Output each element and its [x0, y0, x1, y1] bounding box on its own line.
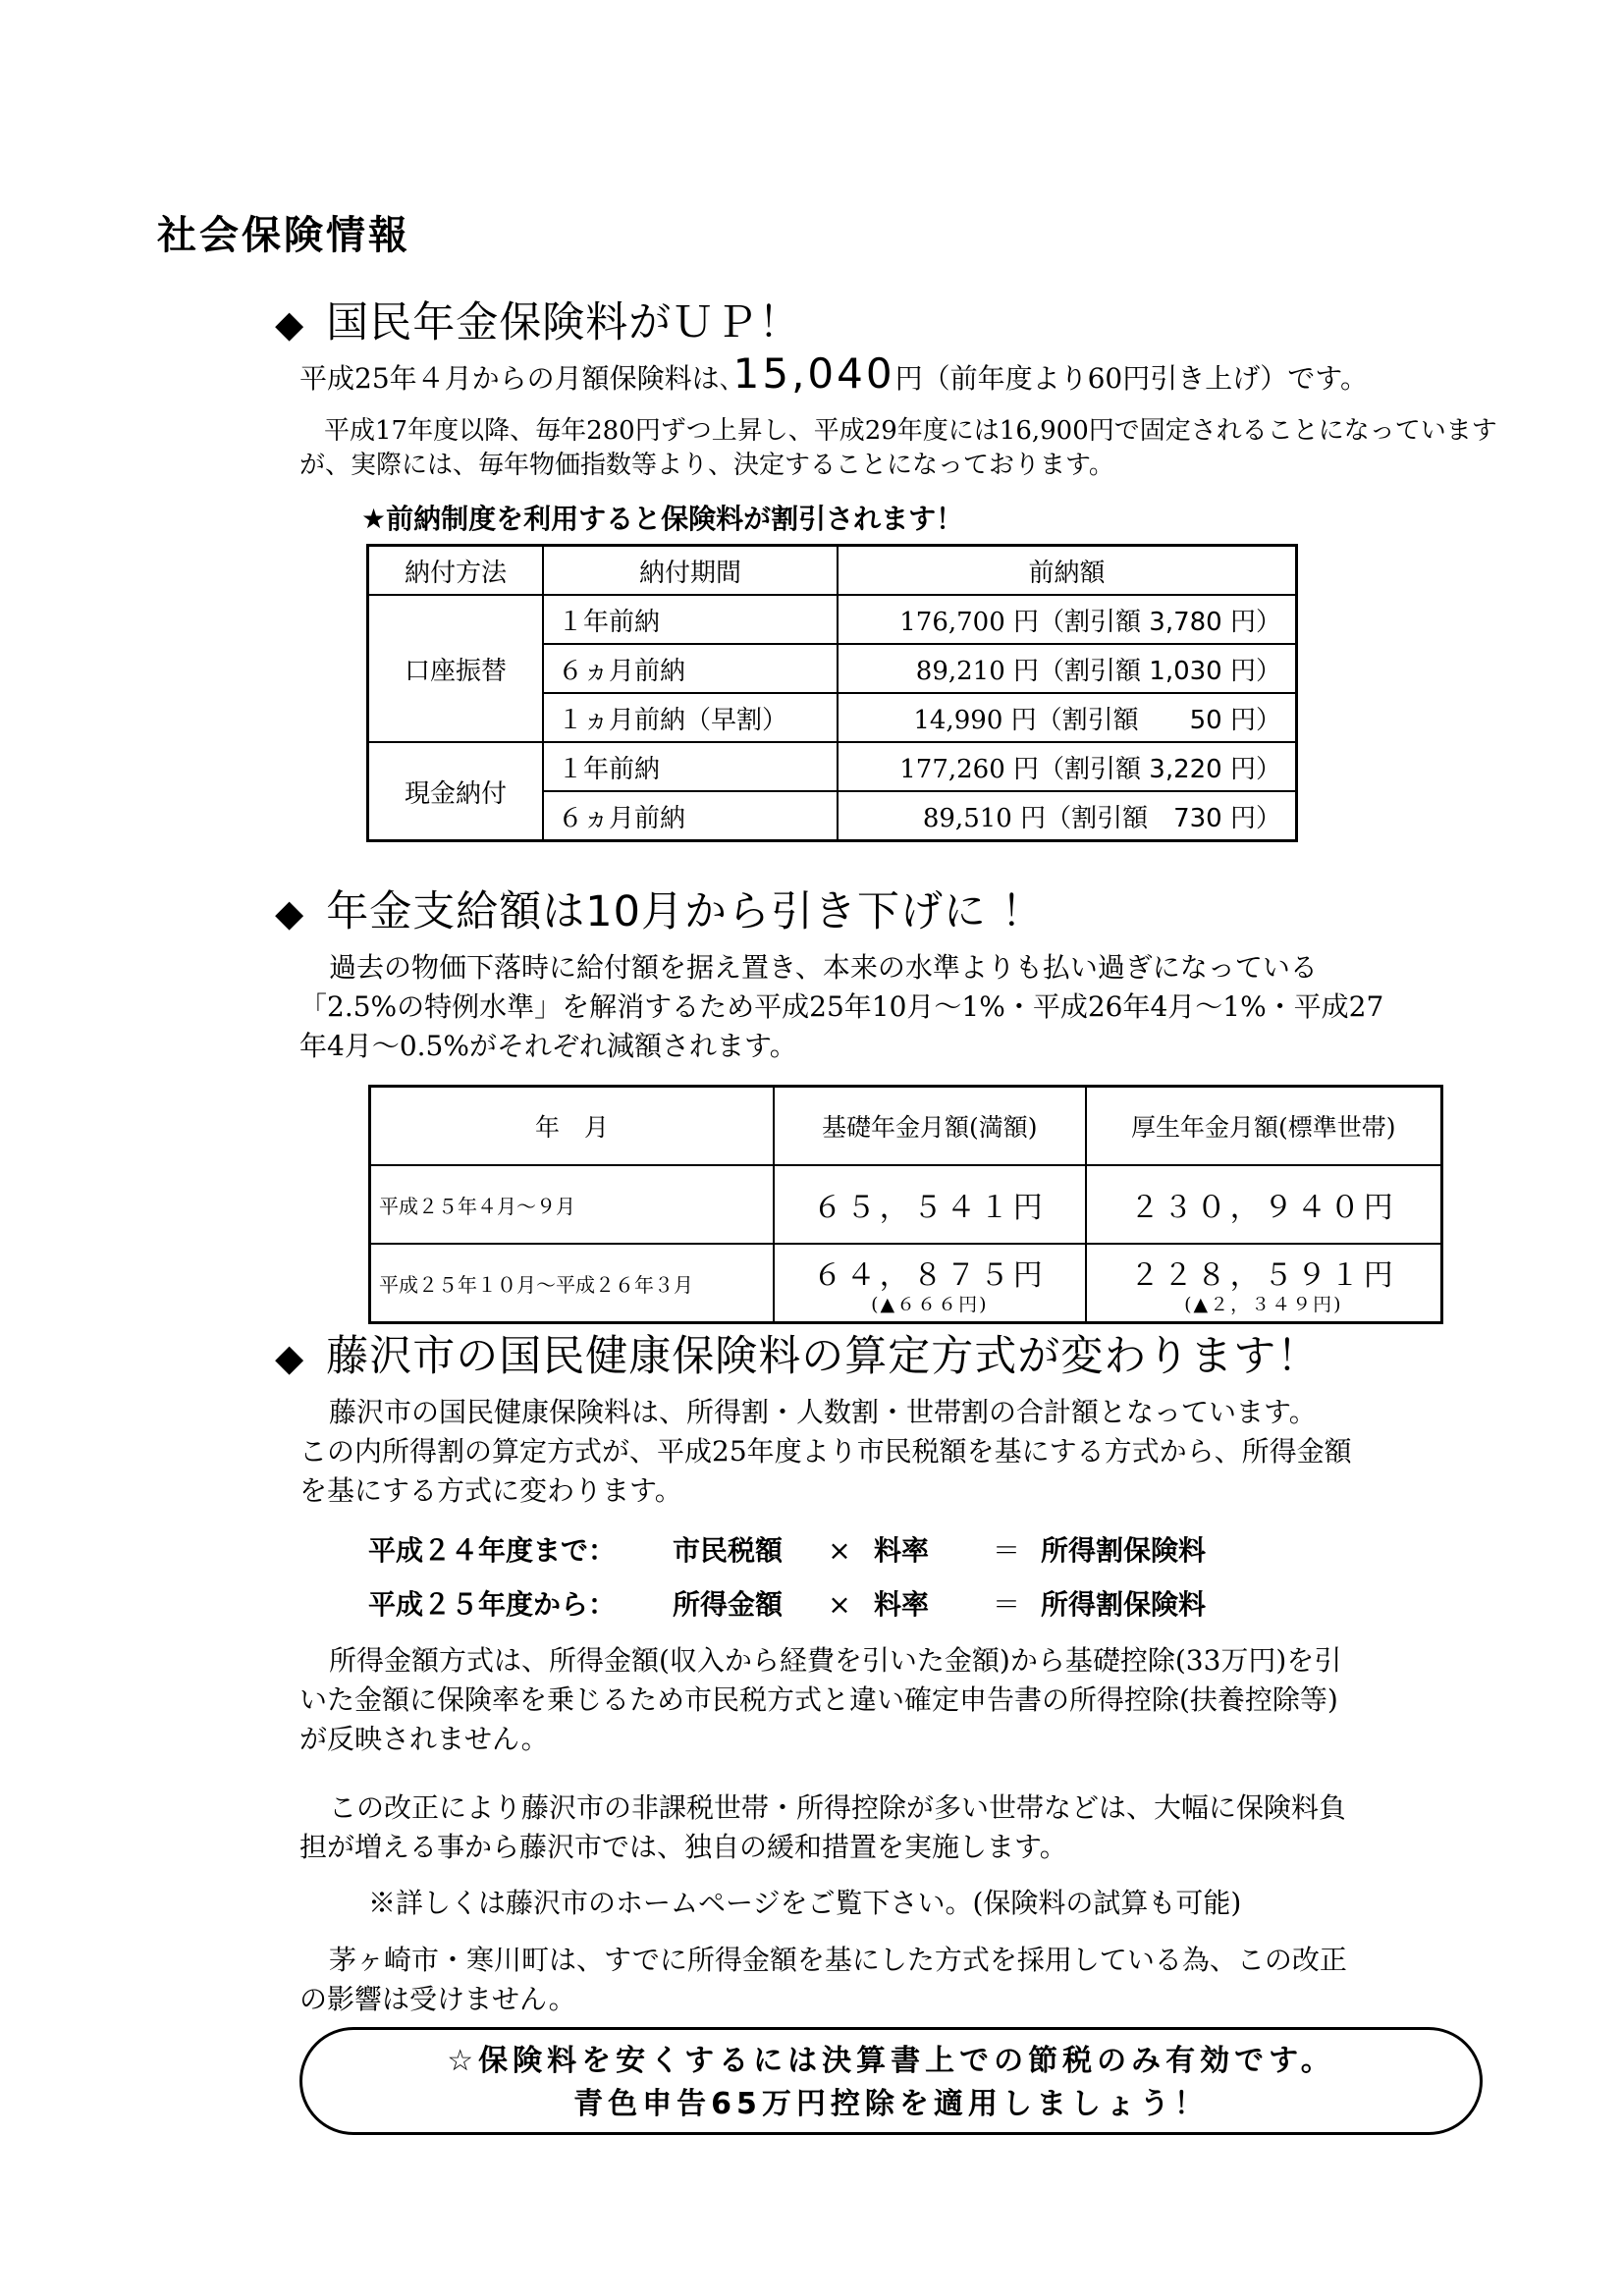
formula-before [368, 1529, 1206, 1569]
diamond-bullet-icon: ◆ [275, 1336, 305, 1379]
employee-pension-amount: ２２８，５９１円 [1129, 1258, 1397, 1293]
premium-statement-prefix: 平成25年４月からの月額保険料は､ [299, 362, 733, 395]
formula-result: 所得割保険料 [1041, 1588, 1207, 1621]
discount-amount: （割引額 3,780 円） [1039, 607, 1281, 637]
table-header-cell: 前納額 [838, 546, 1297, 596]
callout-line: 青色申告65万円控除を適用しましょう！ [573, 2087, 1209, 2121]
prepay-amount: 177,260 円 [899, 754, 1040, 784]
basic-pension-amount: ６５，５４１円 [812, 1191, 1047, 1225]
table-header-cell: 納付期間 [543, 546, 838, 596]
formula-rate: 料率 [874, 1534, 930, 1567]
formula-operator: ＝ [992, 1534, 1020, 1567]
formula-operator: × [828, 1588, 851, 1621]
paragraph-line: が反映されません。 [299, 1723, 549, 1755]
formula-label: 平成２４年度まで： [368, 1534, 617, 1567]
paragraph-line: 平成17年度以降、毎年280円ずつ上昇し、平成29年度には16,900円で固定されることになっています [324, 416, 1497, 446]
table-header-cell: 厚生年金月額(標準世帯) [1086, 1087, 1442, 1166]
prepayment-subheading: ★前納制度を利用すると保険料が割引されます！ [361, 503, 964, 535]
section-heading-text: 年金支給額は10月から引き下げに ！ [326, 887, 1045, 936]
paragraph-line: この改正により藤沢市の非課税世帯・所得控除が多い世帯などは、大幅に保険料負 [329, 1791, 1347, 1824]
diamond-bullet-icon: ◆ [275, 891, 305, 934]
period-cell: 平成２５年１０月～平成２６年３月 [370, 1244, 775, 1323]
prepay-amount-cell [838, 693, 1297, 742]
section-heading-pension-premium [275, 290, 801, 349]
table-row [368, 595, 1297, 644]
paragraph-line: が、実際には、毎年物価指数等より、決定することになっております。 [299, 451, 1114, 480]
discount-amount: （割引額 3,220 円） [1039, 754, 1281, 784]
table-header-cell: 年 月 [370, 1087, 775, 1166]
basic-pension-amount: ６４，８７５円 [812, 1258, 1047, 1293]
section-heading-text: 国民年金保険料がＵＰ！ [326, 298, 802, 347]
prepay-amount-cell [838, 644, 1297, 693]
table-row [370, 1165, 1442, 1244]
table-header-row [368, 546, 1297, 596]
pension-amount-table [368, 1085, 1443, 1324]
prepay-amount: 89,510 円 [922, 803, 1047, 833]
formula-term: 所得金額 [673, 1588, 784, 1621]
formula-term: 市民税額 [673, 1534, 784, 1567]
table-header-cell: 納付方法 [368, 546, 544, 596]
basic-pension-cell [774, 1244, 1086, 1323]
basic-pension-cell [774, 1165, 1086, 1244]
payment-method-cell: 口座振替 [368, 595, 544, 742]
section-heading-health-insurance [275, 1323, 1320, 1383]
discount-amount: （割引額 1,030 円） [1039, 656, 1281, 686]
period-cell: 平成２５年４月～９月 [370, 1165, 775, 1244]
table-header-cell: 基礎年金月額(満額) [774, 1087, 1086, 1166]
prepay-amount: 14,990 円 [913, 705, 1037, 735]
paragraph-line: 年4月～0.5%がそれぞれ減額されます。 [299, 1030, 797, 1062]
payment-period-cell: ６ヵ月前納 [543, 644, 838, 693]
callout-line: ☆保険料を安くするには決算書上での節税のみ有効です。 [447, 2044, 1335, 2078]
employee-pension-decrease: (▲２，３４９円) [1184, 1294, 1343, 1315]
premium-statement-suffix: 円（前年度より60円引き上げ）です。 [894, 362, 1369, 395]
employee-pension-amount: ２３０，９４０円 [1129, 1191, 1397, 1225]
paragraph-line: いた金額に保険率を乗じるため市民税方式と違い確定申告書の所得控除(扶養控除等) [299, 1683, 1338, 1716]
payment-period-cell: １ヵ月前納（早割） [543, 693, 838, 742]
payment-period-cell: １年前納 [543, 595, 838, 644]
premium-amount: 15,040 [732, 349, 895, 398]
tax-saving-callout [299, 2027, 1483, 2135]
employee-pension-cell [1086, 1244, 1442, 1323]
employee-pension-cell [1086, 1165, 1442, 1244]
payment-period-cell: ６ヵ月前納 [543, 791, 838, 841]
basic-pension-decrease: (▲６６６円) [871, 1294, 989, 1315]
prepay-amount-cell [838, 791, 1297, 841]
paragraph-line: の影響は受けません。 [299, 1983, 576, 2015]
page-title: 社会保険情報 [157, 213, 410, 258]
formula-rate: 料率 [874, 1588, 930, 1621]
discount-amount: （割引額 50 円） [1036, 705, 1281, 735]
prepayment-table [366, 544, 1298, 842]
prepay-amount: 89,210 円 [915, 656, 1040, 686]
table-row [368, 742, 1297, 791]
paragraph-line: 所得金額方式は、所得金額(収入から経費を引いた金額)から基礎控除(33万円)を引 [329, 1644, 1342, 1677]
formula-label: 平成２５年度から： [368, 1588, 617, 1621]
formula-result: 所得割保険料 [1041, 1534, 1207, 1567]
premium-statement [299, 349, 1369, 398]
payment-method-cell: 現金納付 [368, 742, 544, 841]
prepay-amount: 176,700 円 [899, 607, 1040, 637]
prepay-amount-cell [838, 742, 1297, 791]
table-row [370, 1244, 1442, 1323]
formula-operator: × [828, 1534, 851, 1567]
paragraph-line: 「2.5%の特例水準」を解消するため平成25年10月～1%・平成26年4月～1%・平成27 [299, 990, 1384, 1023]
diamond-bullet-icon: ◆ [275, 302, 305, 346]
section-heading-text: 藤沢市の国民健康保険料の算定方式が変わります！ [326, 1332, 1321, 1381]
paragraph-line: 過去の物価下落時に給付額を据え置き、本来の水準よりも払い過ぎになっている [329, 951, 1318, 984]
payment-period-cell: １年前納 [543, 742, 838, 791]
discount-amount: （割引額 730 円） [1046, 803, 1281, 833]
formula-operator: ＝ [992, 1588, 1020, 1621]
paragraph-line: 藤沢市の国民健康保険料は、所得割・人数割・世帯割の合計額となっています。 [329, 1396, 1317, 1428]
paragraph-line: この内所得割の算定方式が、平成25年度より市民税額を基にする方式から、所得金額 [299, 1435, 1352, 1468]
section-heading-pension-reduction [275, 879, 1045, 938]
paragraph-line: を基にする方式に変わります。 [299, 1474, 682, 1507]
formula-after [368, 1583, 1206, 1623]
paragraph-line: 担が増える事から藤沢市では、独自の緩和措置を実施します。 [299, 1831, 1067, 1863]
paragraph-line: 茅ヶ崎市・寒川町は、すでに所得金額を基にした方式を採用している為、この改正 [329, 1944, 1347, 1976]
table-header-row [370, 1087, 1442, 1166]
reference-note: ※詳しくは藤沢市のホームページをご覧下さい。(保険料の試算も可能) [368, 1887, 1242, 1919]
prepay-amount-cell [838, 595, 1297, 644]
